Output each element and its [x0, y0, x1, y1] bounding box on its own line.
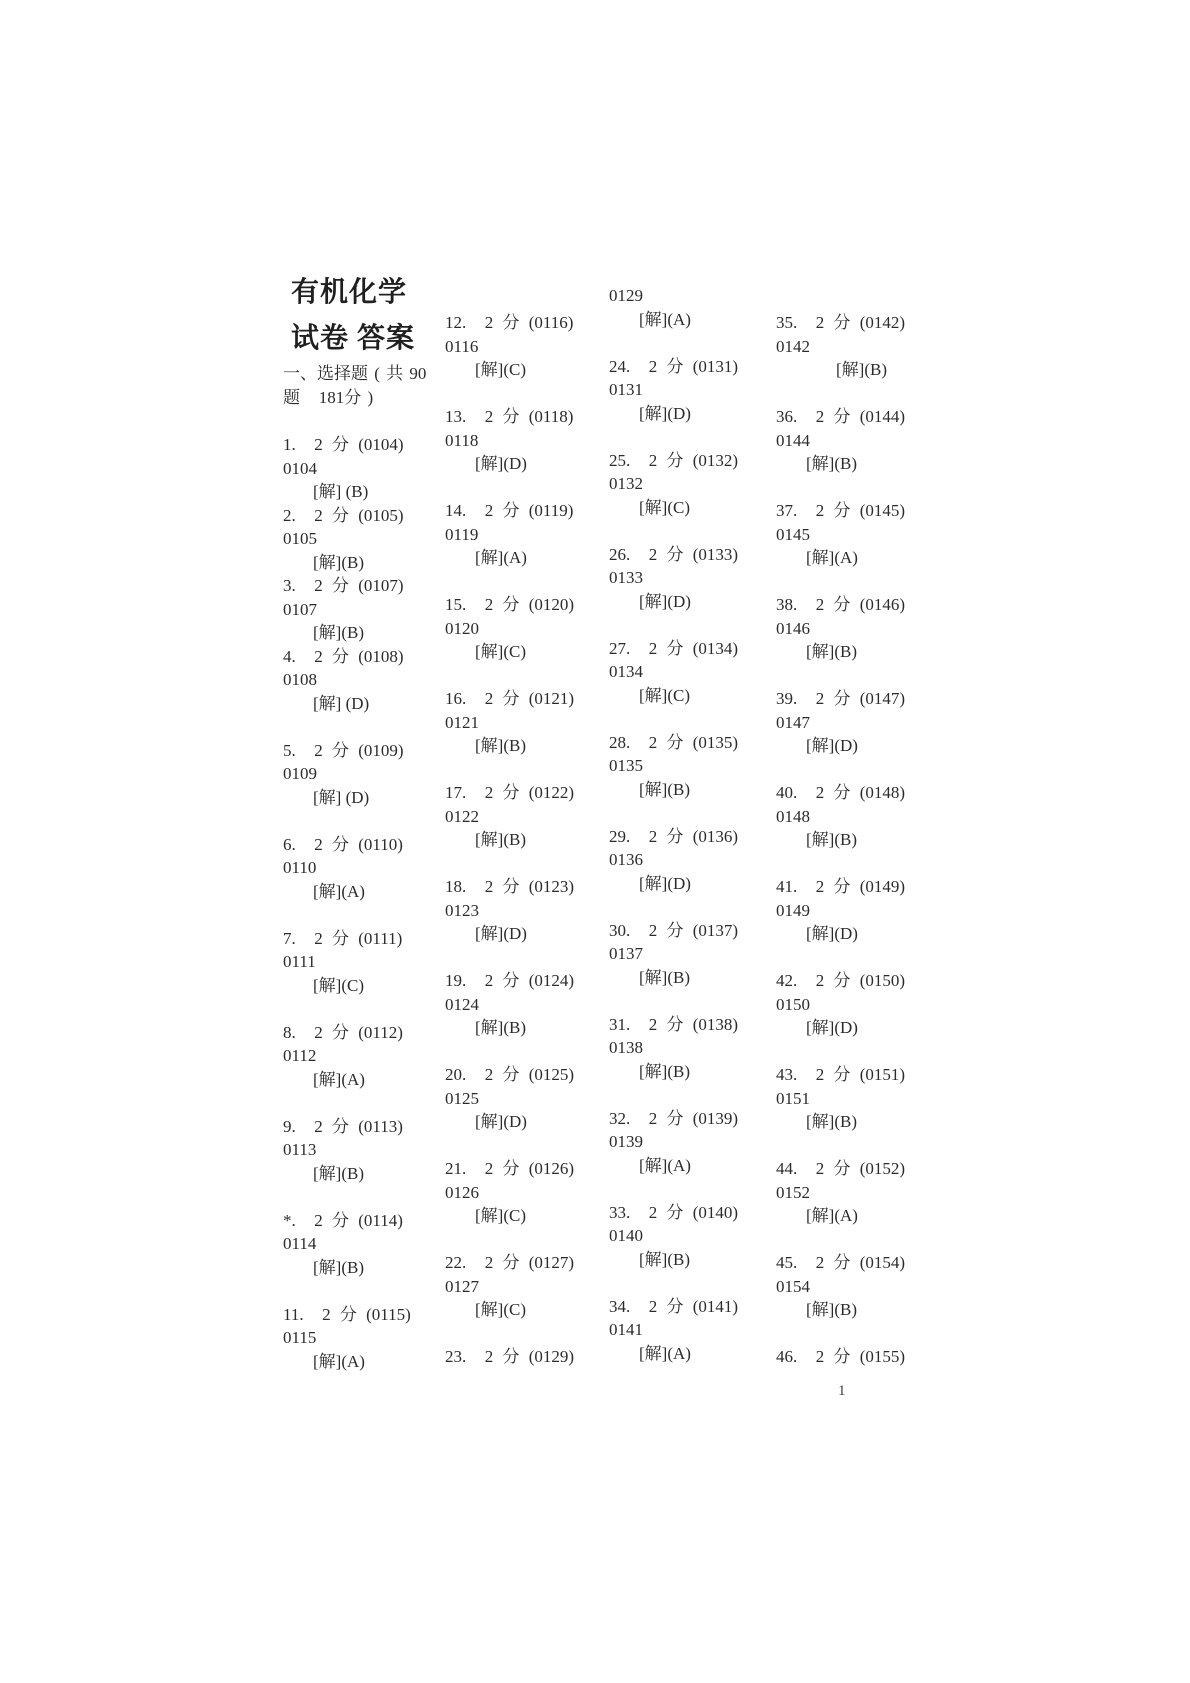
question-line: 38. 2 分 (0146): [776, 595, 906, 614]
question-line: 22. 2 分 (0127): [445, 1253, 575, 1272]
answer-line: [解](D): [639, 873, 691, 893]
line-gap: [445, 1322, 585, 1346]
question-code-line: 0144: [776, 430, 810, 450]
answer-line: [解](A): [313, 881, 365, 901]
answer-line: [解](C): [313, 975, 364, 995]
line-gap: [776, 852, 916, 876]
line-gap: [609, 1177, 749, 1201]
line-gap: [445, 476, 585, 500]
answer-list-column-3: [609, 284, 749, 1365]
question-code-line: 0148: [776, 806, 810, 826]
answer-list-column-2: [445, 311, 585, 1369]
question-code-line: 0127: [445, 1276, 479, 1296]
line-gap: [445, 664, 585, 688]
question-code-line: 0138: [609, 1038, 643, 1057]
answer-line: [解](D): [475, 1112, 527, 1131]
answer-line: [解](B): [639, 967, 690, 987]
question-line: 14. 2 分 (0119): [445, 501, 574, 520]
question-code-line: 0126: [445, 1182, 479, 1202]
answer-line: [解](B): [806, 1112, 857, 1131]
line-gap: [445, 382, 585, 406]
question-code-line: 0112: [283, 1046, 317, 1065]
line-gap: [609, 707, 749, 731]
line-gap: [283, 1279, 423, 1303]
question-line: 46. 2 分 (0155): [776, 1347, 906, 1366]
line-gap: [609, 519, 749, 543]
question-line: 1. 2 分 (0104): [283, 435, 404, 454]
question-code-line: 0147: [776, 712, 810, 732]
question-line: 27. 2 分 (0134): [609, 638, 739, 658]
line-gap: [776, 758, 916, 782]
question-code-line: 0149: [776, 900, 810, 920]
line-gap: [609, 1083, 749, 1107]
document-title-line1: 有机化学: [291, 277, 408, 308]
question-line: 12. 2 分 (0116): [445, 313, 574, 332]
question-code-line: 0104: [283, 458, 317, 478]
question-code-line: 0119: [445, 524, 479, 544]
line-gap: [283, 715, 423, 739]
question-code-line: 0140: [609, 1226, 643, 1245]
question-line: 44. 2 分 (0152): [776, 1159, 906, 1178]
question-line: 29. 2 分 (0136): [609, 826, 739, 846]
question-code-line: 0109: [283, 764, 317, 783]
question-code-line: 0137: [609, 944, 643, 963]
answer-line: [解](C): [475, 1206, 526, 1225]
question-code-line: 0122: [445, 806, 479, 826]
question-line: *. 2 分 (0114): [283, 1210, 403, 1230]
answer-line: [解](B): [313, 552, 364, 572]
question-line: 6. 2 分 (0110): [283, 834, 403, 854]
answer-line: [解](D): [806, 1018, 858, 1037]
text-column-2: [445, 311, 585, 1369]
question-line: 28. 2 分 (0135): [609, 732, 739, 752]
answer-line: [解](A): [639, 1155, 691, 1175]
question-code-line: 0124: [445, 994, 479, 1014]
question-code-line: 0141: [609, 1320, 643, 1339]
line-gap: [609, 331, 749, 355]
answer-line: [解](C): [639, 685, 690, 705]
text-column-3: [609, 284, 749, 1365]
line-gap: [776, 664, 916, 688]
answer-line: [解](D): [806, 924, 858, 943]
answer-line: [解](B): [806, 454, 857, 473]
answer-line: [解](B): [639, 1061, 690, 1081]
answer-line: [解](A): [475, 548, 527, 567]
document-title-line2: 试卷 答案: [291, 323, 416, 354]
answer-line: [解](C): [639, 497, 690, 517]
question-code-line: 0125: [445, 1088, 479, 1108]
text-column-1: [283, 270, 427, 1373]
line-gap: [445, 758, 585, 782]
line-gap: [609, 895, 749, 919]
answer-line: [解](C): [475, 1300, 526, 1319]
line-gap: [776, 1134, 916, 1158]
question-line: 43. 2 分 (0151): [776, 1065, 906, 1084]
answer-line: [解](B): [475, 1018, 526, 1037]
answer-line: [解](D): [806, 736, 858, 755]
line-gap: [283, 997, 423, 1021]
line-gap: [283, 1091, 423, 1115]
answer-line: [解](A): [806, 1206, 858, 1225]
question-line: 18. 2 分 (0123): [445, 877, 575, 896]
answer-line: [解](B): [313, 1257, 364, 1277]
question-line: 19. 2 分 (0124): [445, 971, 575, 990]
line-gap: [445, 570, 585, 594]
answer-line: [解] (D): [313, 693, 370, 713]
question-line: 9. 2 分 (0113): [283, 1116, 403, 1136]
answer-line: [解] (D): [313, 787, 370, 807]
question-code-line: 0114: [283, 1234, 317, 1253]
line-gap: [445, 1134, 585, 1158]
answer-line: [解](B): [836, 360, 887, 379]
question-line: 20. 2 分 (0125): [445, 1065, 575, 1084]
answer-line: [解](C): [475, 642, 526, 661]
question-line: 13. 2 分 (0118): [445, 407, 574, 426]
line-gap: [776, 476, 916, 500]
answer-line: [解](A): [313, 1069, 365, 1089]
question-line: 26. 2 分 (0133): [609, 544, 739, 564]
question-line: 21. 2 分 (0126): [445, 1159, 575, 1178]
answer-line: [解](C): [475, 360, 526, 379]
line-gap: [776, 382, 916, 406]
question-code-line: 0133: [609, 568, 643, 587]
question-code-line: 0120: [445, 618, 479, 638]
question-line: 33. 2 分 (0140): [609, 1202, 739, 1222]
question-line: 25. 2 分 (0132): [609, 450, 739, 470]
question-code-line: 0146: [776, 618, 810, 638]
question-code-line: 0152: [776, 1182, 810, 1202]
line-gap: [776, 946, 916, 970]
line-gap: [445, 1228, 585, 1252]
question-line: 45. 2 分 (0154): [776, 1253, 906, 1272]
answer-line: [解](D): [475, 924, 527, 943]
answer-line: [解](D): [639, 403, 691, 423]
question-line: 34. 2 分 (0141): [609, 1296, 739, 1316]
line-gap: [445, 1040, 585, 1064]
answer-line: [解](D): [475, 454, 527, 473]
answer-line: [解](A): [806, 548, 858, 567]
question-code-line: 0134: [609, 662, 643, 681]
page-number: 1: [838, 1383, 846, 1399]
question-code-line: 0111: [283, 952, 316, 971]
question-code-line: 0150: [776, 994, 810, 1014]
question-line: 7. 2 分 (0111): [283, 928, 403, 948]
question-code-line: 0135: [609, 756, 643, 775]
line-gap: [776, 1322, 916, 1346]
question-code-line: 0129: [609, 286, 643, 305]
answer-line: [解](B): [806, 1300, 857, 1319]
answer-line: [解](B): [639, 779, 690, 799]
answer-list-column-1: [283, 433, 423, 1373]
line-gap: [776, 1040, 916, 1064]
question-code-line: 0107: [283, 599, 317, 619]
question-line: 2. 2 分 (0105): [283, 505, 404, 525]
line-gap: [609, 613, 749, 637]
answer-line: [解](B): [475, 830, 526, 849]
question-code-line: 0136: [609, 850, 643, 869]
question-code-line: 0131: [609, 380, 643, 399]
question-code-line: 0151: [776, 1088, 810, 1108]
line-gap: [609, 801, 749, 825]
answer-line: [解](D): [639, 591, 691, 611]
answer-line: [解](B): [806, 830, 857, 849]
question-line: 31. 2 分 (0138): [609, 1014, 739, 1034]
question-line: 32. 2 分 (0139): [609, 1108, 739, 1128]
question-code-line: 0121: [445, 712, 479, 732]
question-line: 36. 2 分 (0144): [776, 407, 906, 426]
question-line: 41. 2 分 (0149): [776, 877, 906, 896]
question-line: 42. 2 分 (0150): [776, 971, 906, 990]
question-code-line: 0118: [445, 430, 479, 450]
answer-line: [解](A): [639, 309, 691, 329]
answer-line: [解](B): [313, 623, 364, 642]
line-gap: [445, 852, 585, 876]
question-line: 37. 2 分 (0145): [776, 501, 906, 520]
spacer: [283, 409, 423, 433]
question-line: 17. 2 分 (0122): [445, 783, 575, 802]
answer-line: [解](B): [806, 642, 857, 661]
question-code-line: 0145: [776, 524, 810, 544]
question-code-line: 0105: [283, 529, 317, 548]
line-gap: [776, 570, 916, 594]
answer-line: [解](B): [313, 1163, 364, 1183]
question-code-line: 0116: [445, 336, 479, 356]
line-gap: [609, 425, 749, 449]
question-line: 3. 2 分 (0107): [283, 576, 404, 595]
answer-line: [解](B): [639, 1249, 690, 1269]
line-gap: [609, 1271, 749, 1295]
question-line: 15. 2 分 (0120): [445, 595, 575, 614]
question-code-line: 0139: [609, 1132, 643, 1151]
answer-line: [解](B): [475, 736, 526, 755]
question-line: 11. 2 分 (0115): [283, 1304, 411, 1324]
answer-list-column-4: [776, 311, 916, 1369]
question-line: 35. 2 分 (0142): [776, 313, 906, 332]
line-gap: [609, 989, 749, 1013]
answer-line: [解](A): [313, 1351, 365, 1371]
question-line: 16. 2 分 (0121): [445, 689, 575, 708]
question-code-line: 0113: [283, 1140, 317, 1159]
question-code-line: 0115: [283, 1328, 317, 1347]
question-line: 30. 2 分 (0137): [609, 920, 739, 940]
question-line: 40. 2 分 (0148): [776, 783, 906, 802]
section-heading-line2: 题 181分 ): [283, 387, 374, 407]
answer-line: [解](A): [639, 1343, 691, 1363]
question-line: 8. 2 分 (0112): [283, 1022, 403, 1042]
question-line: 24. 2 分 (0131): [609, 356, 739, 376]
question-code-line: 0108: [283, 670, 317, 689]
line-gap: [283, 903, 423, 927]
question-code-line: 0132: [609, 474, 643, 493]
question-code-line: 0123: [445, 900, 479, 920]
text-column-4: [776, 311, 916, 1369]
question-code-line: 0154: [776, 1276, 810, 1296]
question-line: 23. 2 分 (0129): [445, 1347, 575, 1366]
question-code-line: 0142: [776, 336, 810, 356]
question-line: 4. 2 分 (0108): [283, 646, 404, 666]
question-line: 39. 2 分 (0147): [776, 689, 906, 708]
question-code-line: 0110: [283, 858, 317, 877]
line-gap: [776, 1228, 916, 1252]
section-heading-line1: 一、选择题 ( 共 90: [283, 364, 427, 383]
line-gap: [445, 946, 585, 970]
line-gap: [283, 809, 423, 833]
answer-line: [解] (B): [313, 482, 369, 501]
line-gap: [283, 1185, 423, 1209]
question-line: 5. 2 分 (0109): [283, 740, 404, 760]
